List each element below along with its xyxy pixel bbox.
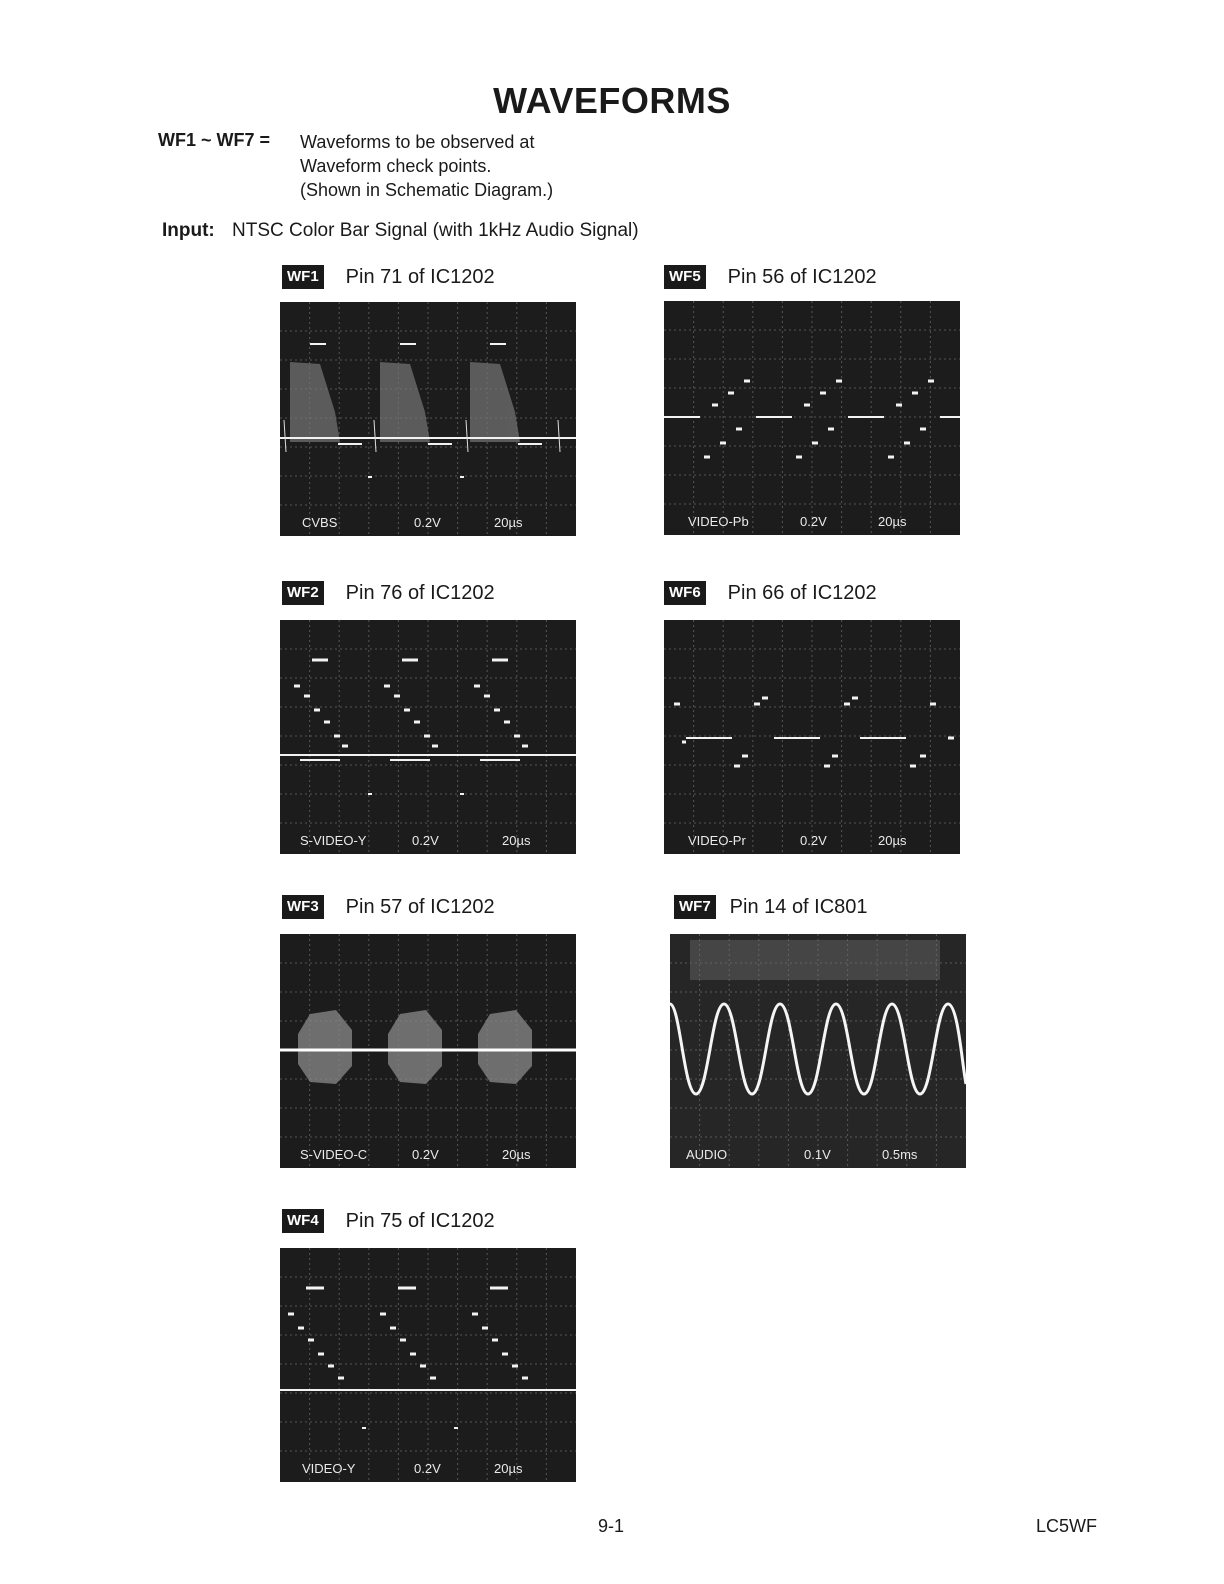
wf5-volts-label: 0.2V: [800, 514, 827, 529]
wf7-badge: WF7: [674, 895, 716, 919]
wf3-volts-label: 0.2V: [412, 1147, 439, 1162]
input-description: [162, 220, 639, 242]
wf2-oscilloscope-image: [280, 620, 576, 854]
input-text: NTSC Color Bar Signal (with 1kHz Audio Signal): [232, 220, 639, 241]
wf6-volts-label: 0.2V: [800, 833, 827, 848]
wf2-volts-label: 0.2V: [412, 833, 439, 848]
wf4-oscilloscope-image: [280, 1248, 576, 1482]
definition-label: WF1 ~ WF7 =: [158, 130, 271, 150]
wf6-oscilloscope-image: [664, 620, 960, 854]
definition-line: (Shown in Schematic Diagram.): [300, 180, 554, 200]
input-label: Input:: [162, 220, 215, 241]
wf2-pin-label: Pin 76 of IC1202: [345, 581, 495, 604]
document-code: LC5WF: [1036, 1516, 1098, 1536]
wf2-badge: WF2: [282, 581, 324, 605]
wf1-badge: WF1: [282, 265, 324, 289]
definition-line: Waveforms to be observed at: [300, 132, 535, 152]
definition-line: Waveform check points.: [300, 156, 492, 176]
wf1-oscilloscope-image: [280, 302, 576, 536]
wf1-pin-label: Pin 71 of IC1202: [345, 265, 495, 288]
wf5-signal-label: VIDEO-Pb: [688, 514, 749, 529]
wf7-time-label: 0.5ms: [882, 1147, 918, 1162]
wf7-volts-label: 0.1V: [804, 1147, 831, 1162]
wf7-pin-label: Pin 14 of IC801: [729, 895, 868, 918]
wf7-oscilloscope-image: [670, 934, 966, 1168]
wf1-signal-label: CVBS: [302, 515, 338, 530]
wf7-signal-label: AUDIO: [686, 1147, 728, 1162]
wf6-pin-label: Pin 66 of IC1202: [727, 581, 877, 604]
wf5-badge: WF5: [664, 265, 706, 289]
wf4-badge: WF4: [282, 1209, 324, 1233]
wf1-volts-label: 0.2V: [414, 515, 441, 530]
wf5-time-label: 20µs: [878, 514, 907, 529]
wf3-badge: WF3: [282, 895, 324, 919]
wf6-badge: WF6: [664, 581, 706, 605]
wf3-signal-label: S-VIDEO-C: [300, 1147, 368, 1162]
wf2-heading: [282, 580, 495, 606]
wf5-heading: [664, 264, 877, 290]
wf5-oscilloscope-image: [664, 301, 960, 535]
wf4-signal-label: VIDEO-Y: [302, 1461, 356, 1476]
wf6-signal-label: VIDEO-Pr: [688, 833, 746, 848]
wf3-heading: [282, 894, 495, 920]
wf3-time-label: 20µs: [502, 1147, 531, 1162]
wf4-volts-label: 0.2V: [414, 1461, 441, 1476]
wf1-time-label: 20µs: [494, 515, 523, 530]
wf2-signal-label: S-VIDEO-Y: [300, 833, 367, 848]
definition-text: [300, 130, 553, 202]
wf4-pin-label: Pin 75 of IC1202: [345, 1209, 495, 1232]
wf4-time-label: 20µs: [494, 1461, 523, 1476]
wf7-heading: [674, 894, 868, 920]
wf2-time-label: 20µs: [502, 833, 531, 848]
wf3-pin-label: Pin 57 of IC1202: [345, 895, 495, 918]
page-number: 9-1: [598, 1516, 625, 1536]
wf5-pin-label: Pin 56 of IC1202: [727, 265, 877, 288]
wf3-oscilloscope-image: [280, 934, 576, 1168]
wf1-heading: [282, 264, 495, 290]
page-title: WAVEFORMS: [493, 80, 731, 121]
wf4-heading: [282, 1208, 495, 1234]
wf6-heading: [664, 580, 877, 606]
wf6-time-label: 20µs: [878, 833, 907, 848]
